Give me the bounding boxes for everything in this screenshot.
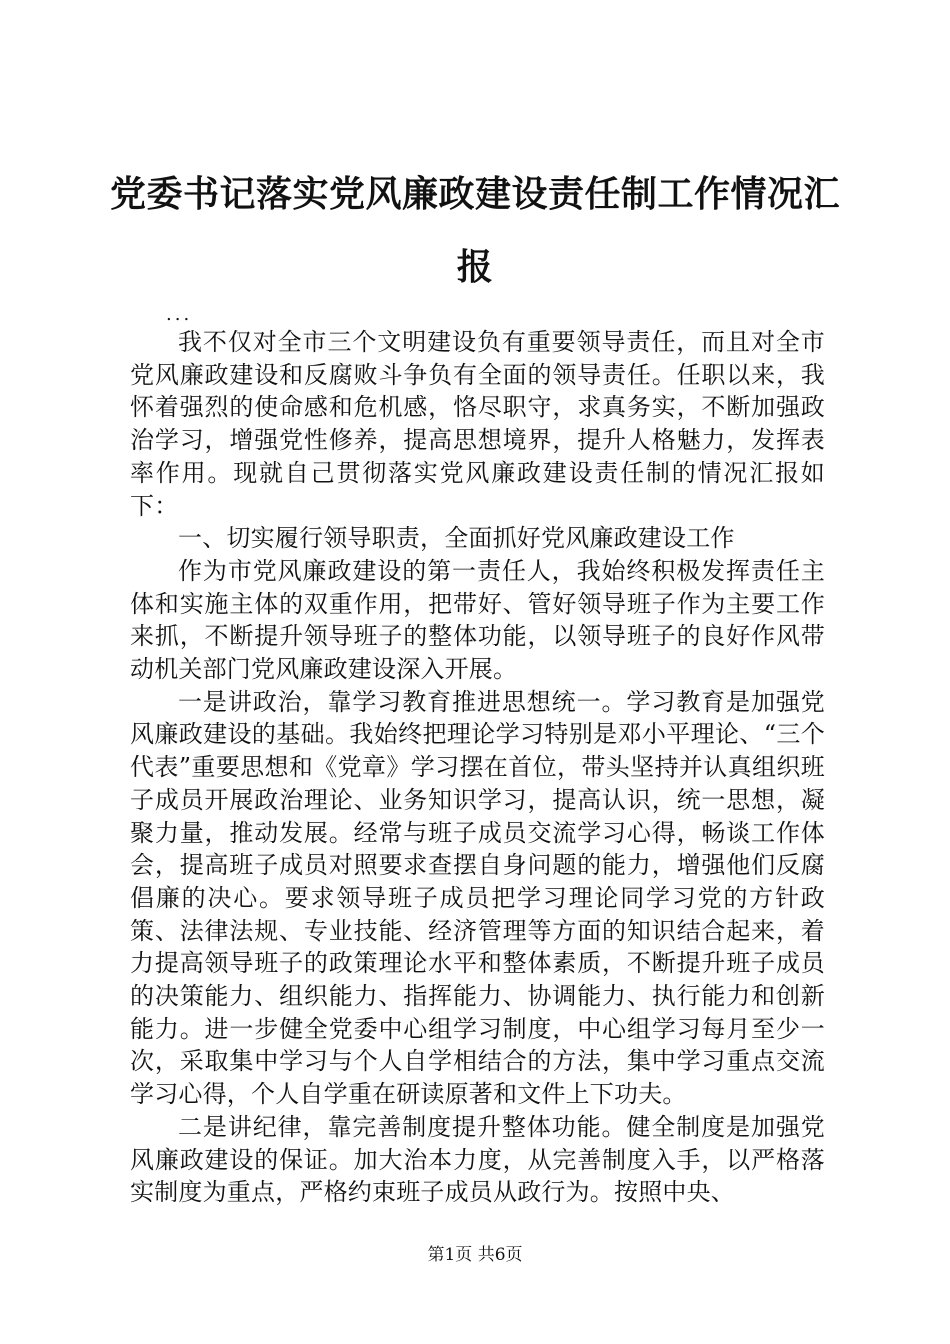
paragraph-section-1: 作为市党风廉政建设的第一责任人，我始终积极发挥责任主体和实施主体的双重作用，把带好、管好领导班子作为主要工作来抓，不断提升领导班子的整体功能，以领导班子的良好作风带动机关部门党风廉政建设深入开展。: [130, 556, 825, 684]
paragraph-point-2: 二是讲纪律，靠完善制度提升整体功能。健全制度是加强党风廉政建设的保证。加大治本力度，从完善制度入手，以严格落实制度为重点，严格约束班子成员从政行为。按照中央、: [130, 1112, 825, 1207]
paragraph-point-1: 一是讲政治，靠学习教育推进思想统一。学习教育是加强党风廉政建设的基础。我始终把理论学习特别是邓小平理论、“三个代表”重要思想和《党章》学习摆在首位，带头坚持并认真组织班子成员开展政治理论、业务知识学习，提高认识，统一思想，凝聚力量，推动发展。经常与班子成员交流学习心得，畅谈工作体会，提高班子成员对照要求查摆自身问题的能力，增强他们反腐倡廉的决心。要求领导班子成员把学习理论同学习党的方针政策、法律法规、专业技能、经济管理等方面的知识结合起来，着力提高领导班子的政策理论水平和整体素质，不断提升班子成员的决策能力、组织能力、指挥能力、协调能力、执行能力和创新能力。进一步健全党委中心组学习制度，中心组学习每月至少一次，采取集中学习与个人自学相结合的方法，集中学习重点交流学习心得，个人自学重在研读原著和文件上下功夫。: [130, 687, 825, 1109]
document-title: 党委书记落实党风廉政建设责任制工作情况汇报: [110, 174, 841, 288]
page-footer: 第1页 共6页: [427, 1245, 523, 1265]
section-heading-1: 一、切实履行领导职责，全面抓好党风廉政建设工作: [178, 524, 735, 553]
document-body: [130, 304, 825, 1209]
ellipsis-marker: ...: [166, 304, 193, 325]
paragraph-intro: 我不仅对全市三个文明建设负有重要领导责任，而且对全市党风廉政建设和反腐败斗争负有全面的领导责任。任职以来，我怀着强烈的使命感和危机感，恪尽职守，求真务实，不断加强政治学习，增强党性修养，提高思想境界，提升人格魅力，发挥表率作用。现就自己贯彻落实党风廉政建设责任制的情况汇报如下：: [130, 328, 825, 520]
